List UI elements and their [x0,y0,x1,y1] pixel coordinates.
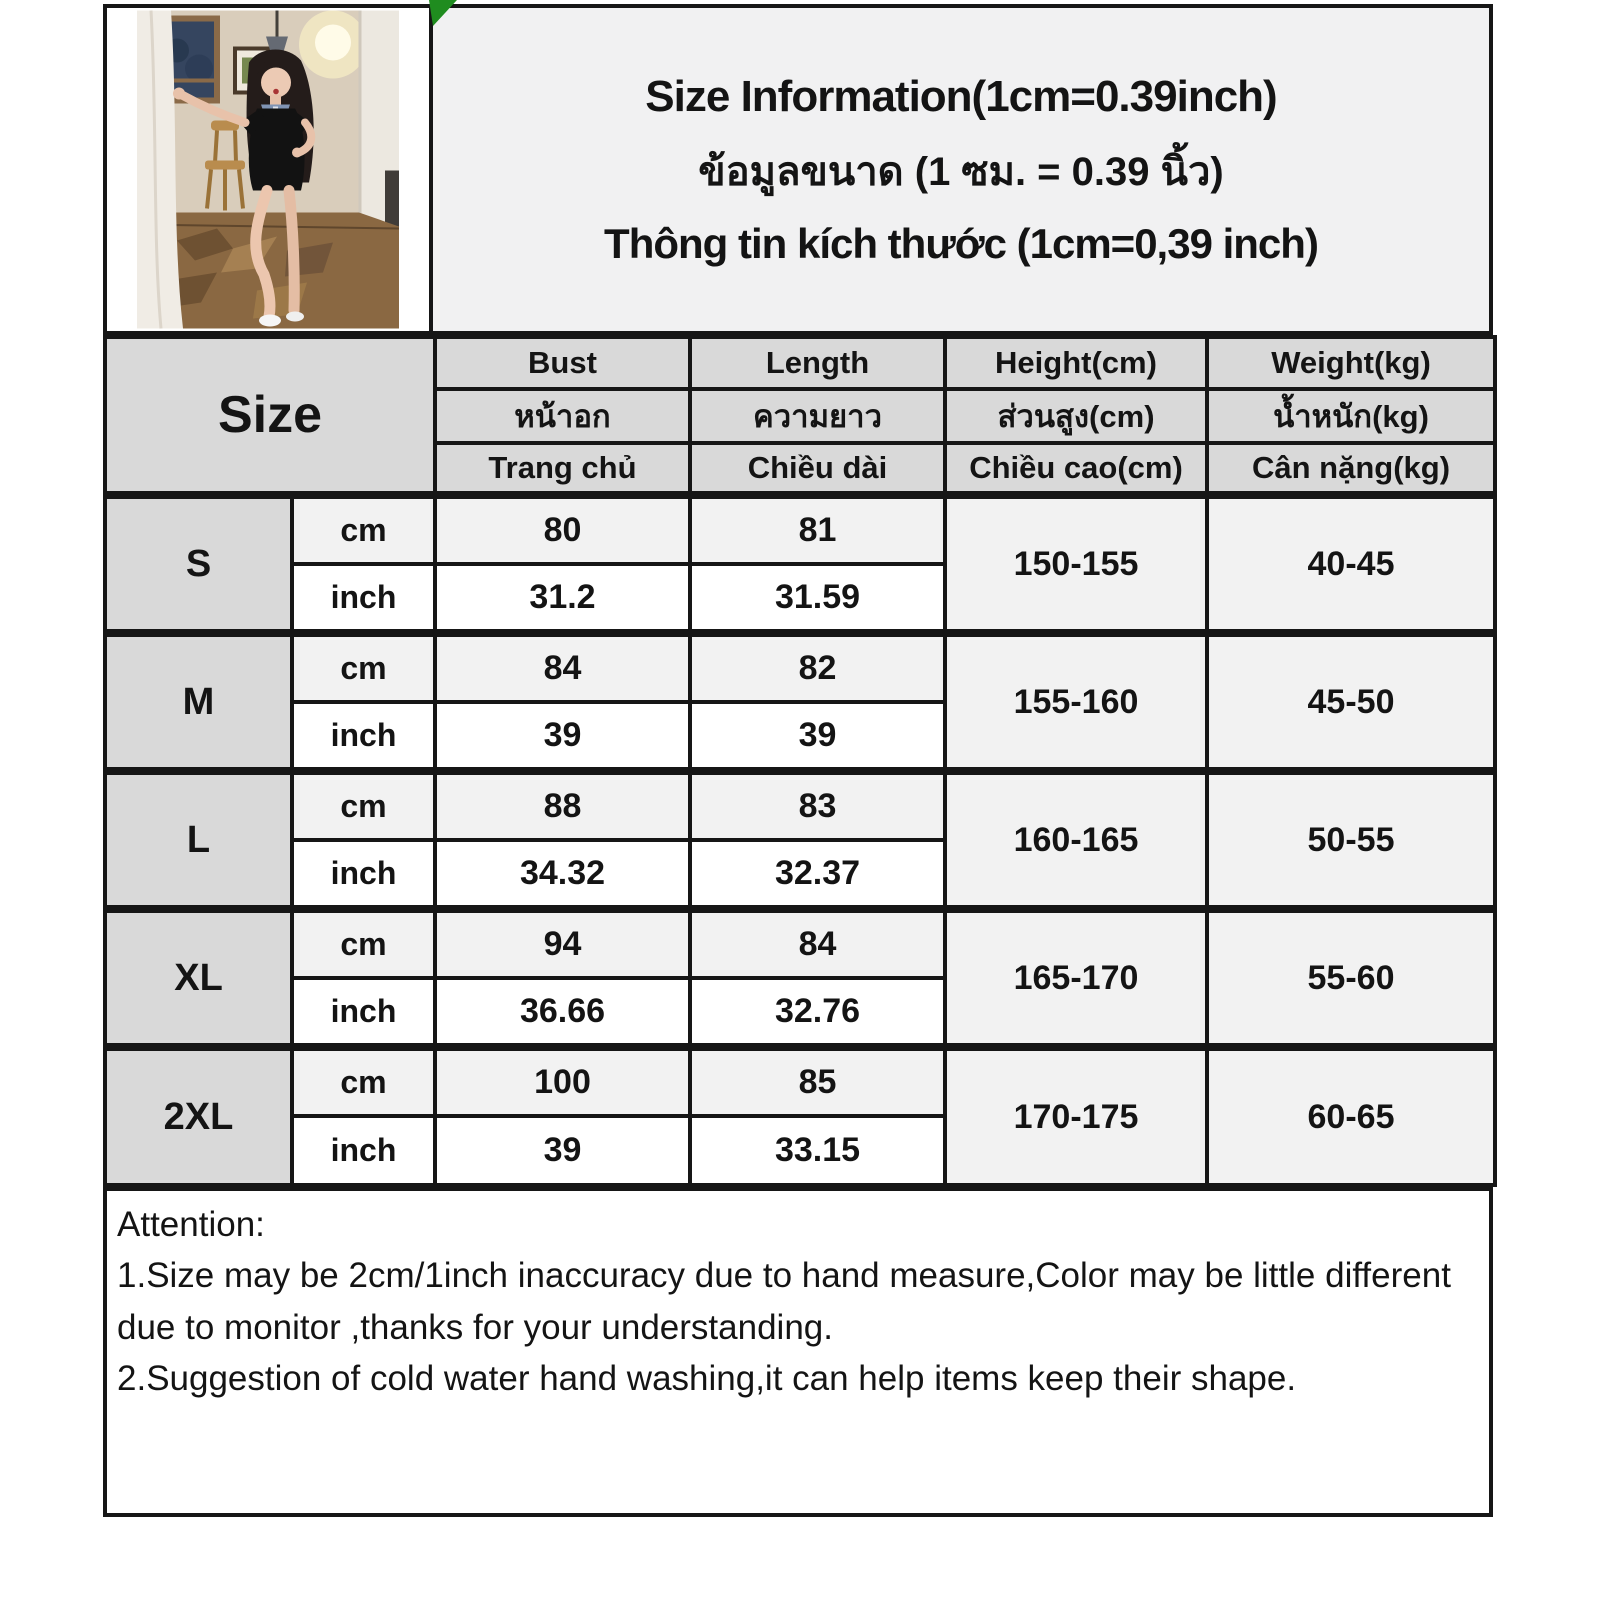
length-cm-value: 82 [690,633,945,702]
sheet [103,4,1493,1517]
title-thai: ข้อมูลขนาด (1 ซม. = 0.39 นิ้ว) [698,149,1224,194]
header-length-th: ความยาว [690,389,945,443]
attention-heading: Attention: [117,1205,265,1244]
header-height-vi: Chiều cao(cm) [945,443,1207,495]
unit-cm-label: cm [292,495,435,564]
length-cm-value: 85 [690,1047,945,1116]
unit-cm-label: cm [292,633,435,702]
bust-inch-value: 34.32 [435,840,690,909]
header-weight-vi: Cân nặng(kg) [1207,443,1495,495]
attention-note-2: 2.Suggestion of cold water hand washing,it can help items keep their shape. [117,1359,1297,1399]
header-weight-en: Weight(kg) [1207,337,1495,389]
unit-inch-label: inch [292,564,435,633]
height-range-value: 165-170 [945,909,1207,1047]
height-range-value: 170-175 [945,1047,1207,1185]
header-length-en: Length [690,337,945,389]
size-label: S [105,495,292,633]
length-inch-value: 31.59 [690,564,945,633]
height-range-value: 160-165 [945,771,1207,909]
weight-range-value: 40-45 [1207,495,1495,633]
weight-range-value: 45-50 [1207,633,1495,771]
title-vietnamese: Thông tin kích thước (1cm=0,39 inch) [604,219,1318,267]
length-cm-value: 84 [690,909,945,978]
length-inch-value: 39 [690,702,945,771]
attention-note-1: 1.Size may be 2cm/1inch inaccuracy due to hand measure,Color may be little different due to monitor ,thanks for your understanding. [117,1256,1451,1347]
table-row [105,633,1495,702]
unit-inch-label: inch [292,978,435,1047]
bust-inch-value: 39 [435,1116,690,1185]
unit-inch-label: inch [292,702,435,771]
weight-range-value: 55-60 [1207,909,1495,1047]
header-weight-th: น้ำหนัก(kg) [1207,389,1495,443]
table-row [105,1047,1495,1116]
unit-cm-label: cm [292,909,435,978]
height-range-value: 150-155 [945,495,1207,633]
unit-inch-label: inch [292,840,435,909]
header-height-en: Height(cm) [945,337,1207,389]
weight-range-value: 60-65 [1207,1047,1495,1185]
bust-cm-value: 80 [435,495,690,564]
table-row [105,909,1495,978]
bust-inch-value: 31.2 [435,564,690,633]
bust-cm-value: 84 [435,633,690,702]
unit-cm-label: cm [292,1047,435,1116]
length-cm-value: 83 [690,771,945,840]
header-size: Size [105,337,435,495]
header-bust-vi: Trang chủ [435,443,690,495]
bust-cm-value: 94 [435,909,690,978]
size-label: 2XL [105,1047,292,1185]
attention-notes [103,1187,1493,1517]
size-label: M [105,633,292,771]
bust-inch-value: 36.66 [435,978,690,1047]
bust-cm-value: 88 [435,771,690,840]
unit-cm-label: cm [292,771,435,840]
top-row [103,4,1493,335]
size-label: XL [105,909,292,1047]
title-english: Size Information(1cm=0.39inch) [645,71,1277,121]
table-row [105,495,1495,564]
table-row [105,771,1495,840]
size-table [103,335,1497,1187]
product-photo-illustration [137,10,399,329]
length-cm-value: 81 [690,495,945,564]
product-photo [107,8,433,331]
header-length-vi: Chiều dài [690,443,945,495]
size-label: L [105,771,292,909]
bust-cm-value: 100 [435,1047,690,1116]
length-inch-value: 33.15 [690,1116,945,1185]
length-inch-value: 32.37 [690,840,945,909]
header-bust-en: Bust [435,337,690,389]
height-range-value: 155-160 [945,633,1207,771]
header-bust-th: หน้าอก [435,389,690,443]
header-height-th: ส่วนสูง(cm) [945,389,1207,443]
bust-inch-value: 39 [435,702,690,771]
title-block [433,8,1489,331]
green-corner-icon [421,0,457,26]
weight-range-value: 50-55 [1207,771,1495,909]
length-inch-value: 32.76 [690,978,945,1047]
unit-inch-label: inch [292,1116,435,1185]
